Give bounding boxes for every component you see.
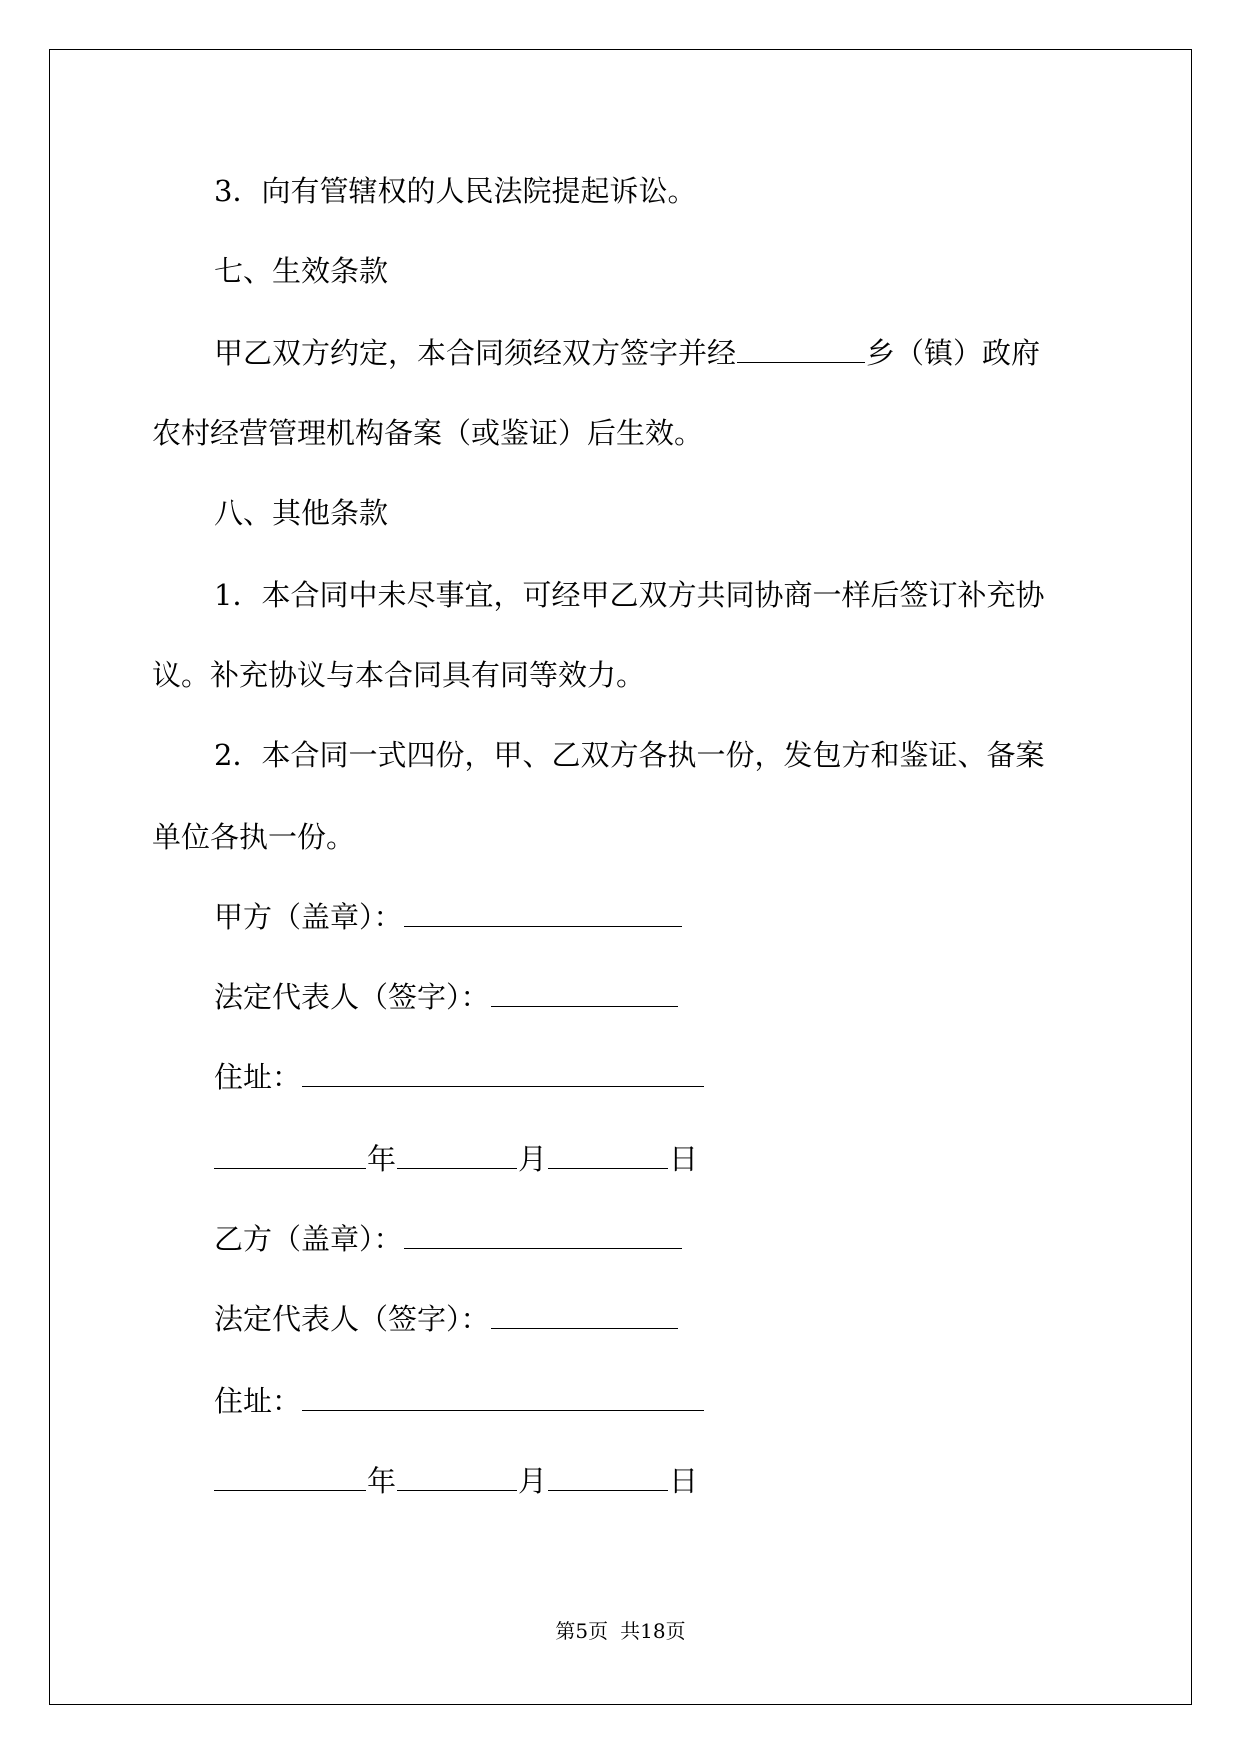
label: 日 (669, 1142, 699, 1176)
text: 议。补充协议与本合同具有同等效力。 (152, 658, 646, 692)
label: 月 (518, 1142, 548, 1176)
text: 七、生效条款 (214, 254, 389, 288)
paragraph-litigation (0, 166, 1241, 216)
party-b-address-field[interactable] (302, 1376, 704, 1411)
party-b-address-line (0, 1376, 1241, 1426)
party-b-rep-field[interactable] (491, 1294, 678, 1329)
text: 甲乙双方约定，本合同须经双方签字并经 (214, 336, 737, 370)
label: 月 (518, 1464, 548, 1498)
party-b-day-field[interactable] (548, 1456, 668, 1491)
label: 法定代表人（签字）： (214, 980, 490, 1014)
party-a-rep-line (0, 972, 1241, 1022)
label: 甲方（盖章）： (214, 900, 403, 934)
label: 住址： (214, 1060, 302, 1094)
party-b-seal-field[interactable] (404, 1214, 682, 1249)
text: 八、其他条款 (214, 496, 389, 530)
party-a-address-line (0, 1052, 1241, 1102)
party-b-year-field[interactable] (214, 1456, 366, 1491)
party-a-rep-field[interactable] (491, 972, 678, 1007)
text: 1．本合同中未尽事宜，可经甲乙双方共同协商一样后签订补充协 (214, 578, 1045, 612)
label: 住址： (214, 1384, 302, 1418)
page-number: 第5页 (555, 1619, 609, 1643)
label: 年 (367, 1142, 397, 1176)
party-b-month-field[interactable] (397, 1456, 517, 1491)
party-b-rep-line (0, 1294, 1241, 1344)
party-a-date-line (0, 1134, 1241, 1184)
text: 乡（镇）政府 (866, 336, 1041, 370)
paragraph-effective-line1 (0, 328, 1241, 378)
party-a-day-field[interactable] (548, 1134, 668, 1169)
heading-other-clauses (0, 488, 1241, 538)
party-b-date-line (0, 1456, 1241, 1506)
label: 年 (367, 1464, 397, 1498)
text: 农村经营管理机构备案（或鉴证）后生效。 (152, 416, 704, 450)
party-a-address-field[interactable] (302, 1052, 704, 1087)
party-a-year-field[interactable] (214, 1134, 366, 1169)
text: 3．向有管辖权的人民法院提起诉讼。 (214, 174, 697, 208)
blank-town-field[interactable] (737, 328, 865, 363)
paragraph-supplement-line1 (0, 570, 1241, 620)
paragraph-effective-line2 (0, 408, 1241, 458)
party-b-seal-line (0, 1214, 1241, 1264)
party-a-seal-field[interactable] (404, 892, 682, 927)
party-a-month-field[interactable] (397, 1134, 517, 1169)
label: 日 (669, 1464, 699, 1498)
page-footer (0, 1615, 1241, 1644)
total-pages: 共18页 (620, 1619, 686, 1643)
text: 单位各执一份。 (152, 820, 356, 854)
label: 法定代表人（签字）： (214, 1302, 490, 1336)
paragraph-copies-line1 (0, 730, 1241, 780)
paragraph-supplement-line2 (0, 650, 1241, 700)
paragraph-copies-line2 (0, 812, 1241, 862)
text: 2．本合同一式四份，甲、乙双方各执一份，发包方和鉴证、备案 (214, 738, 1045, 772)
party-a-seal-line (0, 892, 1241, 942)
heading-effective-clause (0, 246, 1241, 296)
label: 乙方（盖章）： (214, 1222, 403, 1256)
